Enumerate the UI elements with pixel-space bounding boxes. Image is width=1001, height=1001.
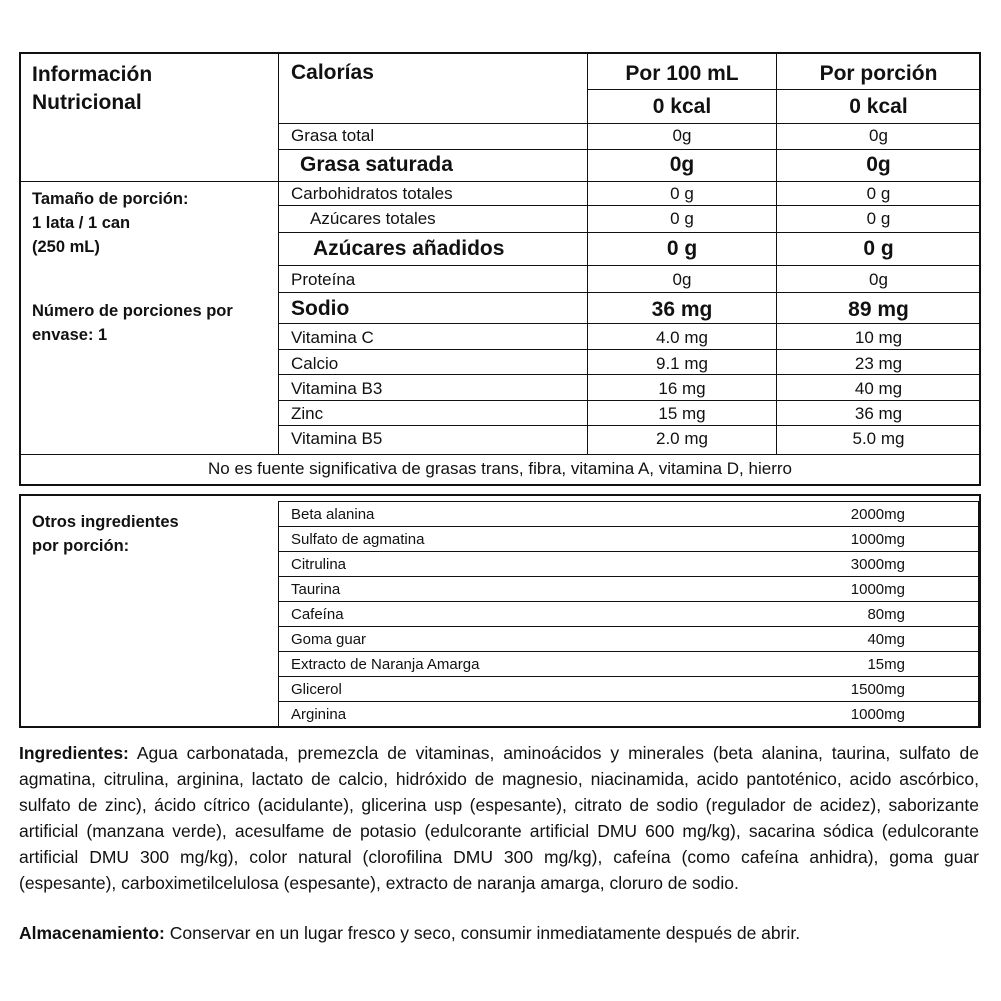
ingredient-amount: 1000mg (850, 706, 905, 723)
divider (587, 89, 980, 90)
nutrient-label: Grasa total (291, 126, 375, 145)
divider (278, 400, 980, 401)
nutrient-value-100ml: 0 g (670, 184, 694, 203)
column-header-portion: Por porción (819, 62, 938, 85)
nutrient-value-portion: 36 mg (854, 404, 903, 423)
nutrient-label: Vitamina C (291, 328, 374, 347)
calories-label: Calorías (291, 61, 374, 84)
ingredient-label: Citrulina (291, 556, 347, 573)
divider (278, 576, 979, 577)
other-ingredients-title: por porción: (32, 537, 130, 555)
divider (278, 205, 980, 206)
kcal-100ml: 0 kcal (652, 95, 712, 118)
divider (20, 181, 278, 182)
divider (278, 651, 979, 652)
nutrient-label: Calcio (291, 354, 339, 373)
ingredients-label: Ingredientes: (19, 743, 129, 763)
nutrient-value-portion: 23 mg (854, 354, 903, 373)
nutrient-value-100ml: 9.1 mg (656, 354, 708, 373)
storage-text: Conservar en un lugar fresco y seco, consumir inmediatamente después de abrir. (169, 923, 801, 943)
ingredient-label: Taurina (291, 581, 341, 598)
nutrient-label: Proteína (291, 270, 356, 289)
ingredient-amount: 2000mg (850, 506, 905, 523)
nutrient-value-100ml: 0 g (670, 209, 694, 228)
nutrient-value-100ml: 36 mg (651, 298, 713, 321)
divider (278, 232, 980, 233)
divider (278, 323, 980, 324)
nutrient-value-portion: 0 g (866, 184, 891, 203)
ingredient-amount: 1000mg (850, 531, 905, 548)
nutrient-value-portion: 0g (869, 126, 888, 145)
other-ingredients-title: Otros ingredientes (32, 513, 179, 531)
divider (278, 626, 979, 627)
serving-size-volume: (250 mL) (32, 238, 100, 256)
nutrient-value-100ml: 0g (672, 270, 692, 289)
nutrient-value-100ml: 15 mg (658, 404, 706, 423)
servings-per-container: envase: 1 (32, 326, 108, 344)
nutrient-value-100ml: 16 mg (658, 379, 706, 398)
ingredient-label: Sulfato de agmatina (291, 531, 425, 548)
divider (278, 292, 980, 293)
nutrient-value-100ml: 4.0 mg (656, 328, 708, 347)
nutrient-value-portion: 89 mg (848, 298, 909, 321)
divider (278, 425, 980, 426)
serving-size-label: Tamaño de porción: (32, 190, 189, 208)
storage-label: Almacenamiento: (19, 923, 165, 943)
nutrient-label: Grasa saturada (300, 153, 453, 176)
divider (278, 149, 980, 150)
divider (278, 123, 980, 124)
nutrient-value-100ml: 0 g (666, 237, 698, 260)
ingredient-amount: 3000mg (850, 556, 905, 573)
nutrient-value-portion: 5.0 mg (852, 429, 905, 448)
ingredient-amount: 40mg (867, 631, 905, 648)
ingredient-amount: 1500mg (850, 681, 905, 698)
nutrient-label: Sodio (291, 297, 350, 320)
nutrient-label: Vitamina B5 (291, 429, 383, 448)
ingredient-label: Extracto de Naranja Amarga (291, 656, 480, 673)
divider (278, 181, 980, 182)
nutrition-title: Nutricional (32, 91, 142, 114)
nutrient-label: Azúcares añadidos (313, 237, 505, 260)
nutrition-title: Información (32, 63, 153, 86)
ingredient-label: Beta alanina (291, 506, 375, 523)
divider (278, 676, 979, 677)
nutrient-value-portion: 0g (869, 270, 888, 289)
ingredient-label: Cafeína (291, 606, 344, 623)
nutrient-value-portion: 10 mg (854, 328, 903, 347)
serving-size-value: 1 lata / 1 can (32, 214, 131, 232)
servings-per-container: Número de porciones por (32, 302, 233, 320)
ingredient-label: Arginina (291, 706, 347, 723)
nutrient-value-portion: 0 g (866, 209, 891, 228)
divider (278, 526, 979, 527)
divider (278, 551, 979, 552)
nutrient-value-100ml: 0g (669, 153, 695, 176)
nutrient-value-portion: 0g (866, 153, 891, 176)
nutrient-label: Vitamina B3 (291, 379, 383, 398)
nutrition-footnote: No es fuente significativa de grasas trans, fibra, vitamina A, vitamina D, hierro (208, 459, 792, 478)
divider (278, 374, 980, 375)
nutrient-value-100ml: 0g (672, 126, 692, 145)
ingredients-paragraph (19, 740, 979, 896)
ingredient-amount: 1000mg (850, 581, 905, 598)
nutrient-value-100ml: 2.0 mg (656, 429, 708, 448)
divider (278, 701, 979, 702)
nutrient-value-portion: 40 mg (854, 379, 903, 398)
ingredient-amount: 80mg (867, 606, 905, 623)
ingredient-amount: 15mg (867, 656, 905, 673)
kcal-portion: 0 kcal (849, 95, 908, 118)
nutrient-label: Carbohidratos totales (291, 184, 453, 203)
ingredient-label: Goma guar (291, 631, 367, 648)
column-header-100ml: Por 100 mL (625, 62, 739, 85)
divider (278, 601, 979, 602)
ingredients-text: Agua carbonatada, premezcla de vitaminas, aminoácidos y minerales (beta alanina, taurina, sulfato de agmatina, citrulina, arginina, lactato de calcio, hidróxido de magnesio, niacinamida, acido pantoténico, acido ascórbico, sulfato de zinc), ácido cítrico (acidulante), glicerina usp (espesante), citrato de sodio (regulador de acidez), saborizante artificial (manzana verde), acesulfame de potasio (edulcorante artificial DMU 600 mg/kg), sacarina sódica (edulcorante artificial DMU 300 mg/kg), color natural (clorofilina DMU 300 mg/kg), cafeína (como cafeína anhidra), goma guar (espesante), carboximetilcelulosa (espesante), extracto de naranja amarga, cloruro de sodio. (19, 743, 979, 893)
divider (278, 53, 279, 454)
nutrient-value-portion: 0 g (863, 237, 894, 260)
divider (278, 349, 980, 350)
storage-paragraph (19, 920, 979, 946)
divider (278, 265, 980, 266)
divider (20, 454, 980, 455)
nutrient-label: Zinc (291, 404, 324, 423)
nutrient-label: Azúcares totales (310, 209, 436, 228)
ingredient-label: Glicerol (291, 681, 342, 698)
